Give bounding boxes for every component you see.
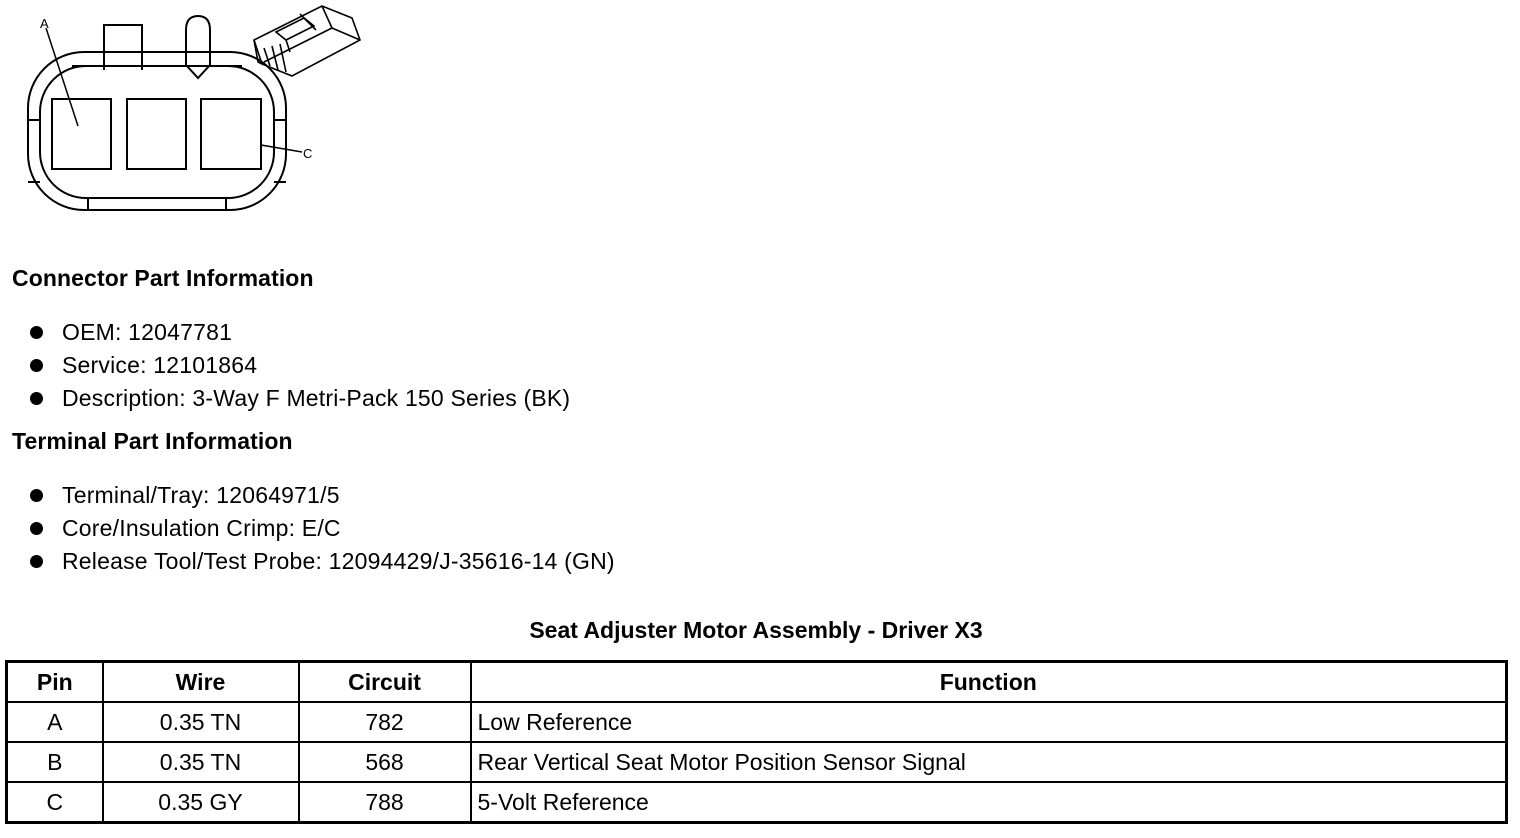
list-item-text: Core/Insulation Crimp: E/C	[62, 515, 341, 541]
cell-circuit: 568	[299, 742, 471, 782]
header-pin: Pin	[7, 662, 103, 703]
table-row	[7, 702, 1507, 742]
pin-table	[5, 660, 1508, 824]
table-row	[7, 742, 1507, 782]
cell-wire: 0.35 GY	[103, 782, 299, 823]
list-item	[30, 479, 615, 512]
cell-circuit: 788	[299, 782, 471, 823]
list-item	[30, 316, 570, 349]
terminal-part-info-heading: Terminal Part Information	[12, 428, 293, 454]
connector-diagram	[0, 0, 380, 225]
list-item-text: OEM: 12047781	[62, 319, 233, 345]
cell-function: Rear Vertical Seat Motor Position Sensor Signal	[471, 742, 1507, 782]
header-wire: Wire	[103, 662, 299, 703]
bullet-icon	[30, 392, 43, 405]
connector-isometric-icon	[254, 6, 360, 76]
list-item-text: Release Tool/Test Probe: 12094429/J-35616-14 (GN)	[62, 548, 615, 574]
cell-pin: B	[7, 742, 103, 782]
list-item-text: Terminal/Tray: 12064971/5	[62, 482, 340, 508]
connector-part-info-heading: Connector Part Information	[12, 265, 314, 291]
cell-wire: 0.35 TN	[103, 702, 299, 742]
pin-label-a: A	[40, 16, 49, 31]
cell-circuit: 782	[299, 702, 471, 742]
header-function: Function	[471, 662, 1507, 703]
pin-label-c: C	[303, 146, 313, 161]
cell-wire: 0.35 TN	[103, 742, 299, 782]
header-circuit: Circuit	[299, 662, 471, 703]
list-item	[30, 382, 570, 415]
bullet-icon	[30, 522, 43, 535]
cell-function: Low Reference	[471, 702, 1507, 742]
table-title: Seat Adjuster Motor Assembly - Driver X3	[529, 617, 983, 643]
cell-pin: A	[7, 702, 103, 742]
bullet-icon	[30, 326, 43, 339]
connector-part-info-list	[30, 316, 570, 415]
list-item	[30, 512, 615, 545]
list-item-text: Description: 3-Way F Metri-Pack 150 Series (BK)	[62, 385, 571, 411]
list-item	[30, 349, 570, 382]
cell-pin: C	[7, 782, 103, 823]
bullet-icon	[30, 555, 43, 568]
terminal-part-info-list	[30, 479, 615, 578]
list-item	[30, 545, 615, 578]
bullet-icon	[30, 489, 43, 502]
table-header-row	[7, 662, 1507, 703]
table-row	[7, 782, 1507, 823]
bullet-icon	[30, 359, 43, 372]
list-item-text: Service: 12101864	[62, 352, 258, 378]
cell-function: 5-Volt Reference	[471, 782, 1507, 823]
